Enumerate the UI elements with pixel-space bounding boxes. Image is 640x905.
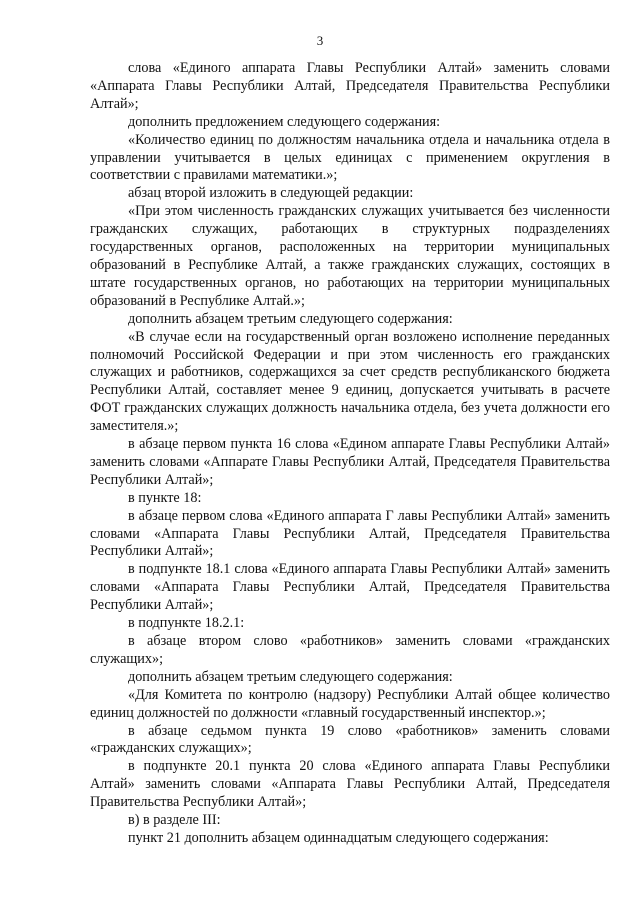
paragraph: в подпункте 18.2.1: bbox=[128, 615, 245, 632]
paragraph: в пункте 18: bbox=[128, 489, 202, 506]
paragraph: в) в разделе III: bbox=[128, 812, 221, 829]
paragraph: в абзаце первом пункта 16 слова «Едином аппарате Главы Республики Алтай» заменить словами «Аппарате Главы Республики Алтай, Председателя Правительства Республики Алтай»; bbox=[90, 436, 610, 488]
page-number: 3 bbox=[316, 33, 324, 48]
paragraph: пункт 21 дополнить абзацем одиннадцатым следующего содержания: bbox=[128, 829, 549, 846]
paragraph: в абзаце седьмом пункта 19 слово «работников» заменить словами «гражданских служащих»; bbox=[90, 722, 610, 757]
paragraph: «В случае если на государственный орган возложено исполнение переданных полномочий Российской Федерации и при этом численность его гражданских служащих и работников, содержащихся за счет средств республиканского бюджета Республики Алтай, составляет менее 9 единиц, допускается учитывать в расчете ФОТ гражданских служащих должность начальника отдела, без учета должности его заместителя.»; bbox=[90, 328, 610, 435]
document-body bbox=[90, 60, 610, 848]
paragraph: дополнить абзацем третьим следующего содержания: bbox=[128, 668, 453, 685]
paragraph: дополнить абзацем третьим следующего содержания: bbox=[128, 310, 453, 327]
paragraph: дополнить предложением следующего содержания: bbox=[128, 113, 441, 130]
paragraph: в абзаце втором слово «работников» заменить словами «гражданских служащих»; bbox=[90, 633, 610, 667]
paragraph: «Для Комитета по контролю (надзору) Республики Алтай общее количество единиц должностей по должности «главный государственный инспектор.»; bbox=[90, 686, 610, 721]
paragraph: «При этом численность гражданских служащих учитывается без численности гражданских служащих, работающих в структурных подразделениях государственных органов, расположенных на территории муниципальных образований в Республике Алтай, а также гражданских служащих, состоящих в штате государственных органов, но работающих на территории муниципальных образований в Республике Алтай.»; bbox=[90, 203, 610, 309]
paragraph: в абзаце первом слова «Единого аппарата Г лавы Республики Алтай» заменить словами «Аппарата Главы Республики Алтай, Председателя Правительства Республики Алтай»; bbox=[90, 507, 610, 560]
paragraph: в подпункте 18.1 слова «Единого аппарата Главы Республики Алтай» заменить словами «Аппарата Главы Республики Алтай, Председателя Правительства Республики Алтай»; bbox=[90, 561, 610, 614]
paragraph: в подпункте 20.1 пункта 20 слова «Единого аппарата Главы Республики Алтай» заменить словами «Аппарата Главы Республики Алтай, Председателя Правительства Республики Алтай»; bbox=[90, 758, 610, 811]
paragraph: абзац второй изложить в следующей редакции: bbox=[128, 185, 414, 202]
paragraph: «Количество единиц по должностям начальника отдела и начальника отдела в управлении учитывается в целых единицах с применением округления в соответствии с правилами математики.»; bbox=[90, 131, 610, 184]
paragraph: слова «Единого аппарата Главы Республики Алтай» заменить словами «Аппарата Главы Республики Алтай, Председателя Правительства Республики Алтай»; bbox=[90, 60, 610, 112]
